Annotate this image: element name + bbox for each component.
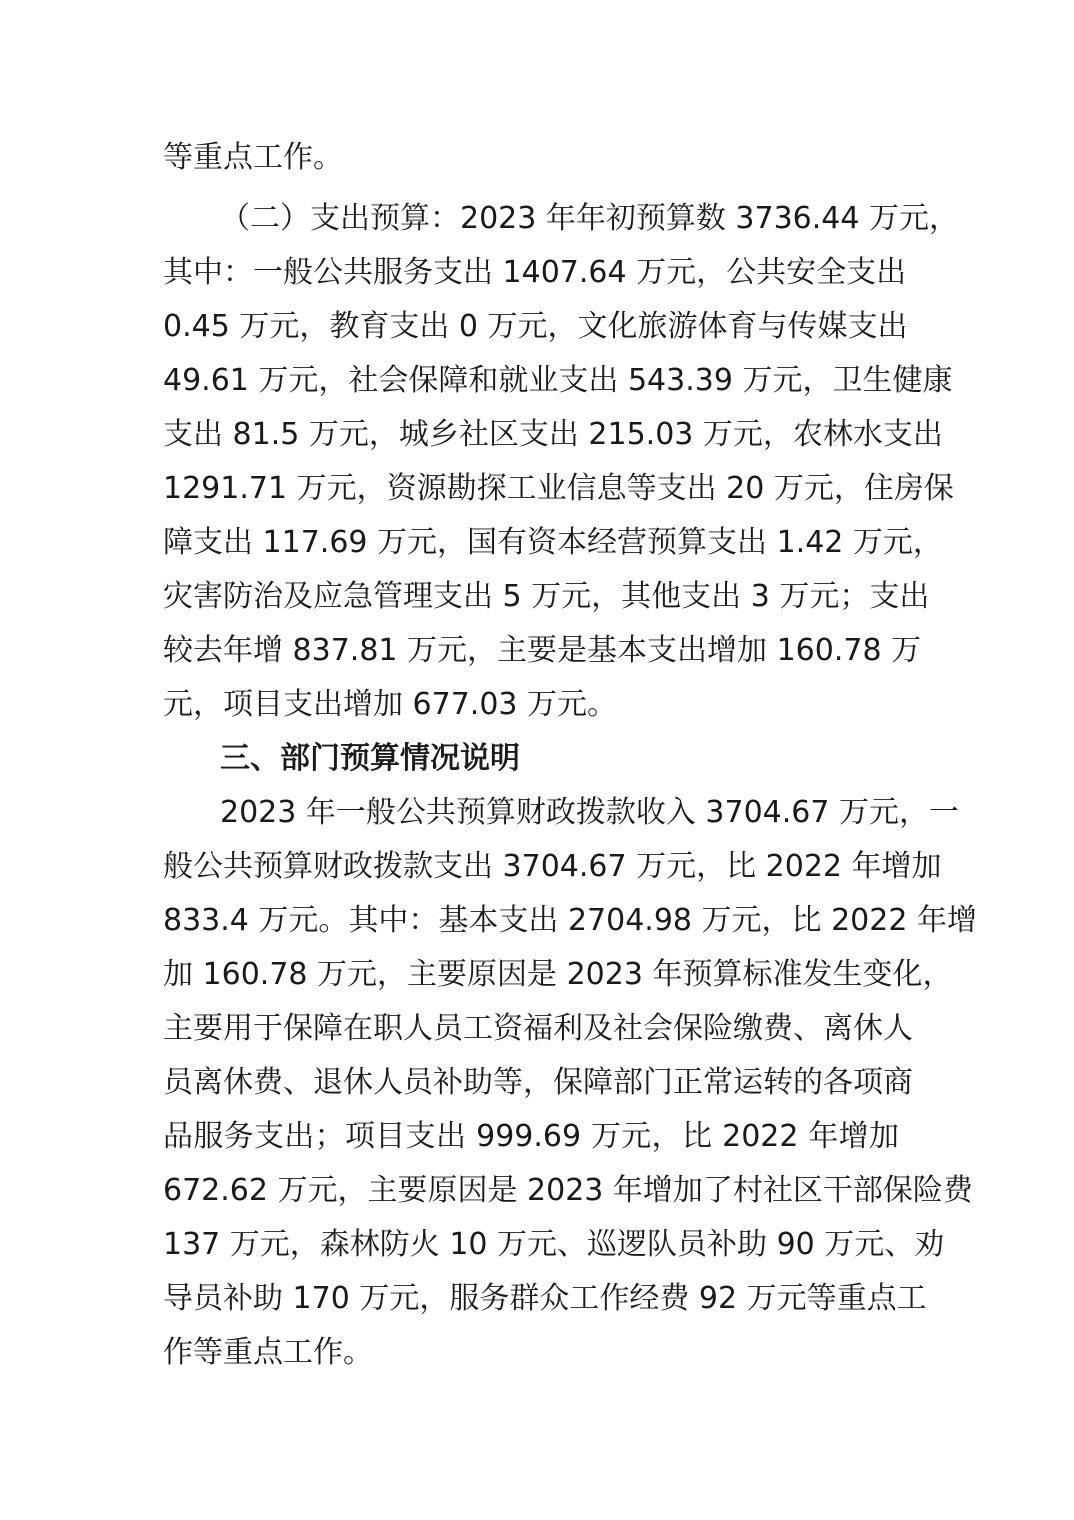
text-line: 障支出 117.69 万元，国有资本经营预算支出 1.42 万元， [163, 525, 943, 560]
text-line: 灾害防治及应急管理支出 5 万元，其他支出 3 万元；支出 [163, 579, 930, 614]
text-line: 品服务支出；项目支出 999.69 万元，比 2022 年增加 [163, 1119, 899, 1154]
section-heading: 三、部门预算情况说明 [220, 741, 520, 776]
text-line: 等重点工作。 [163, 140, 343, 175]
text-line: 导员补助 170 万元，服务群众工作经费 92 万元等重点工 [163, 1281, 927, 1316]
text-line: 般公共预算财政拨款支出 3704.67 万元，比 2022 年增加 [163, 849, 942, 884]
text-line: 672.62 万元，主要原因是 2023 年增加了村社区干部保险费 [163, 1173, 973, 1208]
text-line: 加 160.78 万元，主要原因是 2023 年预算标准发生变化， [163, 957, 953, 992]
text-line: 其中：一般公共服务支出 1407.64 万元，公共安全支出 [163, 255, 907, 290]
text-line: 137 万元，森林防火 10 万元、巡逻队员补助 90 万元、劝 [163, 1227, 945, 1262]
text-line: 1291.71 万元，资源勘探工业信息等支出 20 万元，住房保 [163, 471, 954, 506]
text-line: 支出 81.5 万元，城乡社区支出 215.03 万元，农林水支出 [163, 417, 943, 452]
text-line: 0.45 万元，教育支出 0 万元，文化旅游体育与传媒支出 [163, 309, 908, 344]
text-line: 元，项目支出增加 677.03 万元。 [163, 687, 618, 722]
text-line: 员离休费、退休人员补助等，保障部门正常运转的各项商 [163, 1065, 913, 1100]
text-line: 49.61 万元，社会保障和就业支出 543.39 万元，卫生健康 [163, 363, 953, 398]
text-line: （二）支出预算：2023 年年初预算数 3736.44 万元， [220, 201, 960, 236]
text-line: 作等重点工作。 [163, 1335, 373, 1370]
text-line: 主要用于保障在职人员工资福利及社会保险缴费、离休人 [163, 1011, 913, 1046]
text-line: 较去年增 837.81 万元，主要是基本支出增加 160.78 万 [163, 633, 922, 668]
text-line: 2023 年一般公共预算财政拨款收入 3704.67 万元，一 [220, 795, 960, 830]
text-line: 833.4 万元。其中：基本支出 2704.98 万元，比 2022 年增 [163, 903, 977, 938]
